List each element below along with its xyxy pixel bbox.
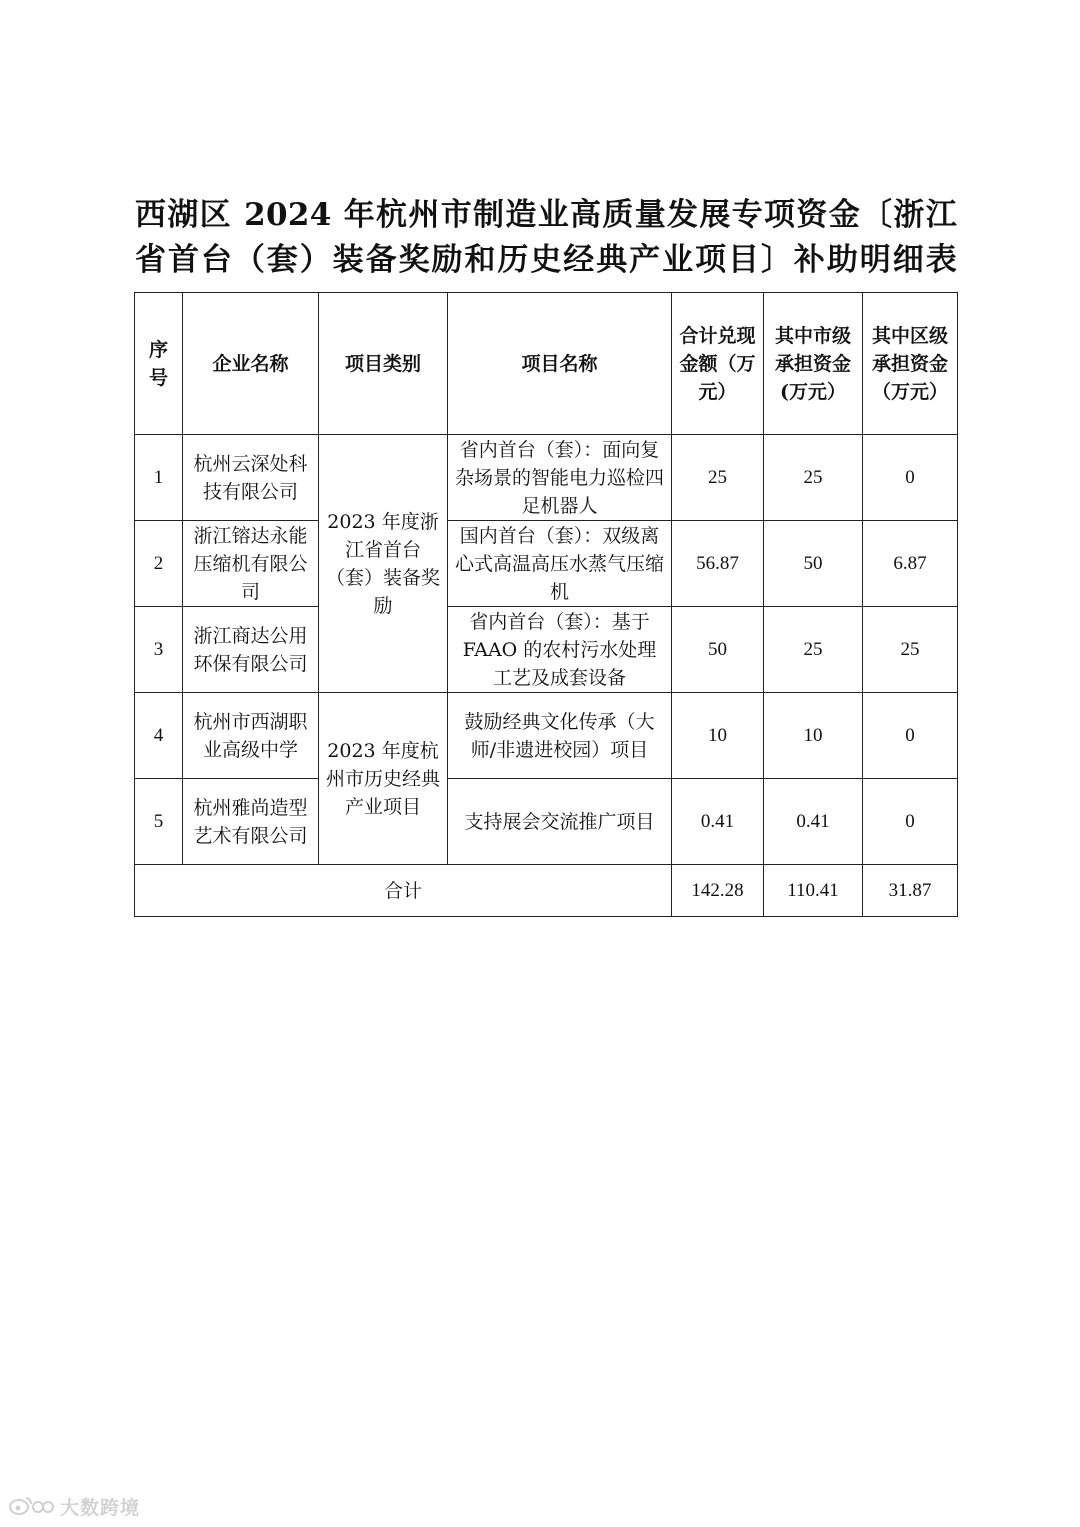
total-sum: 142.28 [672, 865, 764, 917]
cell-city: 25 [764, 607, 863, 693]
total-district: 31.87 [863, 865, 958, 917]
cell-total: 0.41 [672, 779, 764, 865]
cell-district: 0 [863, 435, 958, 521]
cell-company: 杭州云深处科技有限公司 [183, 435, 319, 521]
cell-company: 杭州雅尚造型艺术有限公司 [183, 779, 319, 865]
cell-project: 国内首台（套）：双级离心式高温高压水蒸气压缩机 [448, 521, 672, 607]
cell-project: 支持展会交流推广项目 [448, 779, 672, 865]
header-city: 其中市级承担资金(万元） [764, 293, 863, 435]
header-total: 合计兑现金额（万元） [672, 293, 764, 435]
cell-company: 杭州市西湖职业高级中学 [183, 693, 319, 779]
weibo-logo-icon [8, 1495, 54, 1517]
table-row [135, 521, 958, 607]
total-label: 合计 [135, 865, 672, 917]
header-category: 项目类别 [319, 293, 448, 435]
cell-project: 省内首台（套）：面向复杂场景的智能电力巡检四足机器人 [448, 435, 672, 521]
table-row [135, 607, 958, 693]
header-district: 其中区级承担资金（万元） [863, 293, 958, 435]
cell-district: 25 [863, 607, 958, 693]
watermark-text: 大数跨境 [60, 1496, 141, 1519]
cell-seq: 5 [135, 779, 183, 865]
title-line-1: 西湖区 2024 年杭州市制造业高质量发展专项资金〔浙江 [135, 197, 957, 233]
cell-project: 鼓励经典文化传承（大师/非遗进校园）项目 [448, 693, 672, 779]
cell-total: 56.87 [672, 521, 764, 607]
cell-category: 2023 年度浙江省首台（套）装备奖励 [319, 435, 448, 693]
cell-city: 10 [764, 693, 863, 779]
cell-district: 0 [863, 693, 958, 779]
cell-project: 省内首台（套）：基于FAAO 的农村污水处理工艺及成套设备 [448, 607, 672, 693]
cell-total: 10 [672, 693, 764, 779]
table-row [135, 779, 958, 865]
cell-category: 2023 年度杭州市历史经典产业项目 [319, 693, 448, 865]
title-line-2: 省首台（套）装备奖励和历史经典产业项目〕补助明细表 [135, 242, 957, 278]
cell-seq: 1 [135, 435, 183, 521]
subsidy-detail-table [134, 292, 958, 917]
cell-city: 25 [764, 435, 863, 521]
watermark [8, 1493, 140, 1519]
cell-total: 25 [672, 435, 764, 521]
header-company: 企业名称 [183, 293, 319, 435]
cell-city: 50 [764, 521, 863, 607]
header-seq: 序号 [135, 293, 183, 435]
table-total-row [135, 865, 958, 917]
cell-company: 浙江商达公用环保有限公司 [183, 607, 319, 693]
cell-company: 浙江镕达永能压缩机有限公司 [183, 521, 319, 607]
total-city: 110.41 [764, 865, 863, 917]
table-header-row [135, 293, 958, 435]
page-title [135, 193, 957, 283]
cell-total: 50 [672, 607, 764, 693]
cell-seq: 3 [135, 607, 183, 693]
cell-seq: 2 [135, 521, 183, 607]
cell-seq: 4 [135, 693, 183, 779]
cell-district: 6.87 [863, 521, 958, 607]
cell-district: 0 [863, 779, 958, 865]
table-row [135, 435, 958, 521]
header-project: 项目名称 [448, 293, 672, 435]
cell-city: 0.41 [764, 779, 863, 865]
table-row [135, 693, 958, 779]
